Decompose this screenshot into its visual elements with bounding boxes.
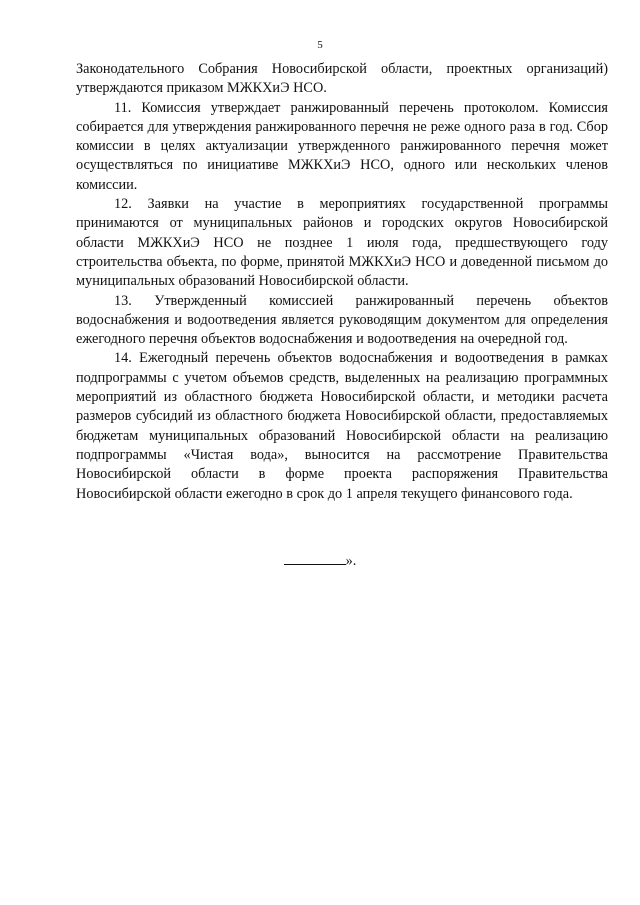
paragraph-continuation: Законодательного Собрания Новосибирской области, проектных организаций) утверждаются приказом МЖКХиЭ НСО. xyxy=(76,61,608,97)
paragraph-14: 14. Ежегодный перечень объектов водоснабжения и водоотведения в рамках подпрограммы с учетом объемов средств, выделенных на реализацию программных мероприятий из областного бюджета Новосибирской области, и методики расчета размеров субсидий из областного бюджета Новосибирской области, предоставляемых бюджетам муниципальных образований Новосибирской области на реализацию подпрограммы «Чистая вода», выносится на рассмотрение Правительства Новосибирской области в форме проекта распоряжения Правительства Новосибирской области ежегодно в срок до 1 апреля текущего финансового года. xyxy=(76,350,608,502)
closing-line xyxy=(0,549,640,571)
closing-underline xyxy=(284,549,346,565)
page-number: 5 xyxy=(317,39,323,51)
paragraph-11: 11. Комиссия утверждает ранжированный перечень протоколом. Комиссия собирается для утверждения ранжированного перечня не реже одного раза в год. Сбор комиссии в целях актуализации утвержденного ранжированного перечня может осуществляться по инициативе МЖКХиЭ НСО, одного или нескольких членов комиссии. xyxy=(76,99,608,193)
paragraph-13: 13. Утвержденный комиссией ранжированный перечень объектов водоснабжения и водоотведения является руководящим документом для определения ежегодного перечня объектов водоснабжения и водоотведения на очередной год. xyxy=(76,292,608,348)
document-body xyxy=(76,60,608,504)
closing-suffix: ». xyxy=(345,553,357,569)
paragraph-12: 12. Заявки на участие в мероприятиях государственной программы принимаются от муниципальных районов и городских округов Новосибирской области МЖКХиЭ НСО не позднее 1 июля года, предшествующего году строительства объекта, по форме, принятой МЖКХиЭ НСО и доведенной письмом до муниципальных образований Новосибирской области. xyxy=(76,196,608,290)
